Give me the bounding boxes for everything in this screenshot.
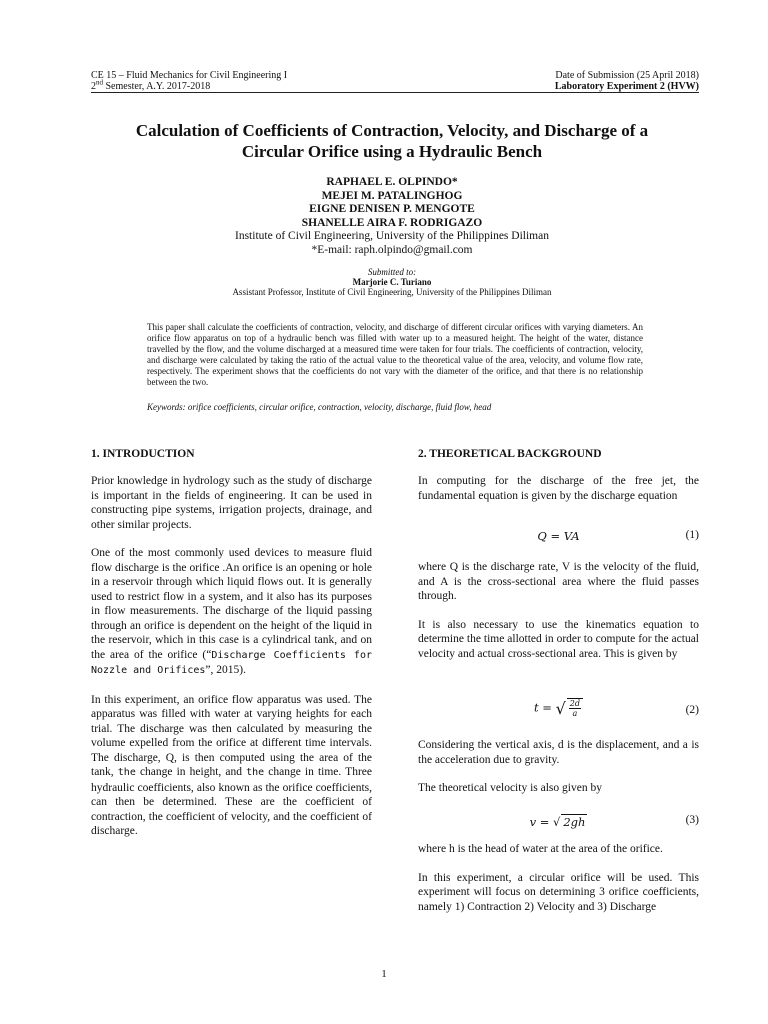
page-number: 1: [381, 968, 387, 980]
theory-paragraph-3: It is also necessary to use the kinematics equation to determine the time allotted in order to compute for the actual velocity and actual cross-sectional area. This is given by: [418, 618, 699, 660]
equation-3-body: v = √ 2gh: [529, 815, 586, 829]
header-semester: 2nd Semester, A.Y. 2017-2018: [91, 78, 211, 92]
author-name: RAPHAEL E. OLPINDO*: [326, 176, 458, 188]
intro-paragraph-1: Prior knowledge in hydrology such as the study of discharge is important in the fields of engineering. It can be used in constructing pipe systems, irrigation projects, drainage, and other similar projects.: [91, 475, 372, 531]
header-course: CE 15 – Fluid Mechanics for Civil Engineering I: [91, 70, 288, 81]
intro-paragraph-2: One of the most commonly used devices to measure fluid flow discharge is the orifice .An orifice is an opening or hole in a reservoir through which liquid flows out. It is generally used to restrict flow in a system, and it also has its purposes in flow measurements. The discharge of the liquid passing through an orifice is dependent on the height of the liquid in the reservoir, which in this case is a cylindrical tank, and on the area of the orifice (“Discharge Coefficients for Nozzle and Orifices”, 2015).: [91, 547, 372, 676]
author-block: [100, 176, 684, 257]
section-heading-theory: 2. THEORETICAL BACKGROUND: [418, 448, 602, 460]
theory-text-3: [418, 738, 699, 796]
equation-1: [418, 525, 699, 549]
equation-1-body: Q = VA: [537, 529, 580, 543]
submitted-label: Submitted to:: [367, 267, 417, 277]
theory-paragraph-7: In this experiment, a circular orifice will be used. This experiment will focus on determining 3 orifice coefficients, namely 1) Contraction 2) Velocity and 3) Discharge: [418, 871, 699, 913]
theory-paragraph-2: where Q is the discharge rate, V is the velocity of the fluid, and A is the cross-sectional area where the fluid passes through.: [418, 561, 699, 602]
advisor-title: Assistant Professor, Institute of Civil Engineering, University of the Philippines Diliman: [232, 287, 552, 297]
header-experiment: Laboratory Experiment 2 (HVW): [554, 81, 699, 92]
section-heading-introduction: 1. INTRODUCTION: [91, 448, 195, 460]
keywords: Keywords: orifice coefficients, circular orifice, contraction, velocity, discharge, fluid flow, head: [147, 402, 492, 412]
left-column: [91, 447, 372, 839]
advisor-name: Marjorie C. Turiano: [352, 277, 432, 287]
equation-2-body: t = √ $\frac{2d}{a}$: [418, 698, 699, 718]
abstract: This paper shall calculate the coefficients of contraction, velocity, and discharge of different circular orifices with varying diameters. An orifice flow apparatus on top of a hydraulic bench was filled with water up to a measured height. The height of the water, distance travelled by the flow, and the volume discharged at a measured time were taken for four trials. The coefficients of contraction, velocity, and discharge were calculated by taking the ratio of the actual value to the theoretical value of the area, velocity, and volume flow rate, respectively. The experiment shows that the coefficients do not vary with the diameter of the orifice, and that there is no relationship between the two.: [147, 322, 643, 387]
theory-paragraph-6: where h is the head of water at the area of the orifice.: [418, 843, 663, 855]
equation-2-number: (2): [685, 704, 699, 716]
equation-1-number: (1): [685, 529, 699, 541]
author-name: SHANELLE AIRA F. RODRIGAZO: [301, 216, 483, 229]
intro-paragraph-3: In this experiment, an orifice flow apparatus was used. The apparatus was filled with water at varying heights for each trial. The discharge was then calculated by measuring the volume expelled from the orifice at different time intervals. The discharge, Q, is then computed using the area of the tank, the change in height, and the change in time. Three hydraulic coefficients, also known as the orifice coefficients, can then be determined. These are the coefficient of contraction, the coefficient of velocity, and the coefficient of discharge.: [91, 693, 372, 837]
theory-paragraph-1: In computing for the discharge of the free jet, the fundamental equation is given by the discharge equation: [418, 475, 699, 502]
header-rule: [91, 92, 699, 93]
header-date: Date of Submission (25 April 2018): [555, 70, 699, 81]
theory-text-4: [418, 842, 699, 914]
author-name: MEJEI M. PATALINGHOG: [321, 189, 463, 202]
submitted-block: [100, 267, 684, 297]
author-email: *E-mail: raph.olpindo@gmail.com: [311, 243, 473, 256]
right-column: [418, 447, 699, 503]
equation-3: [418, 810, 699, 834]
equation-2: [418, 696, 699, 726]
theory-paragraph-4: Considering the vertical axis, d is the displacement, and a is the acceleration due to gravity.: [418, 739, 699, 766]
affiliation: Institute of Civil Engineering, University of the Philippines Diliman: [235, 230, 549, 242]
theory-text-2: [418, 560, 699, 661]
theory-paragraph-5: The theoretical velocity is also given by: [418, 782, 602, 794]
paper-title: Calculation of Coefficients of Contraction, Velocity, and Discharge of a Circular Orifice using a Hydraulic Bench: [135, 121, 649, 161]
author-name: EIGNE DENISEN P. MENGOTE: [309, 203, 475, 215]
equation-3-number: (3): [685, 814, 699, 826]
